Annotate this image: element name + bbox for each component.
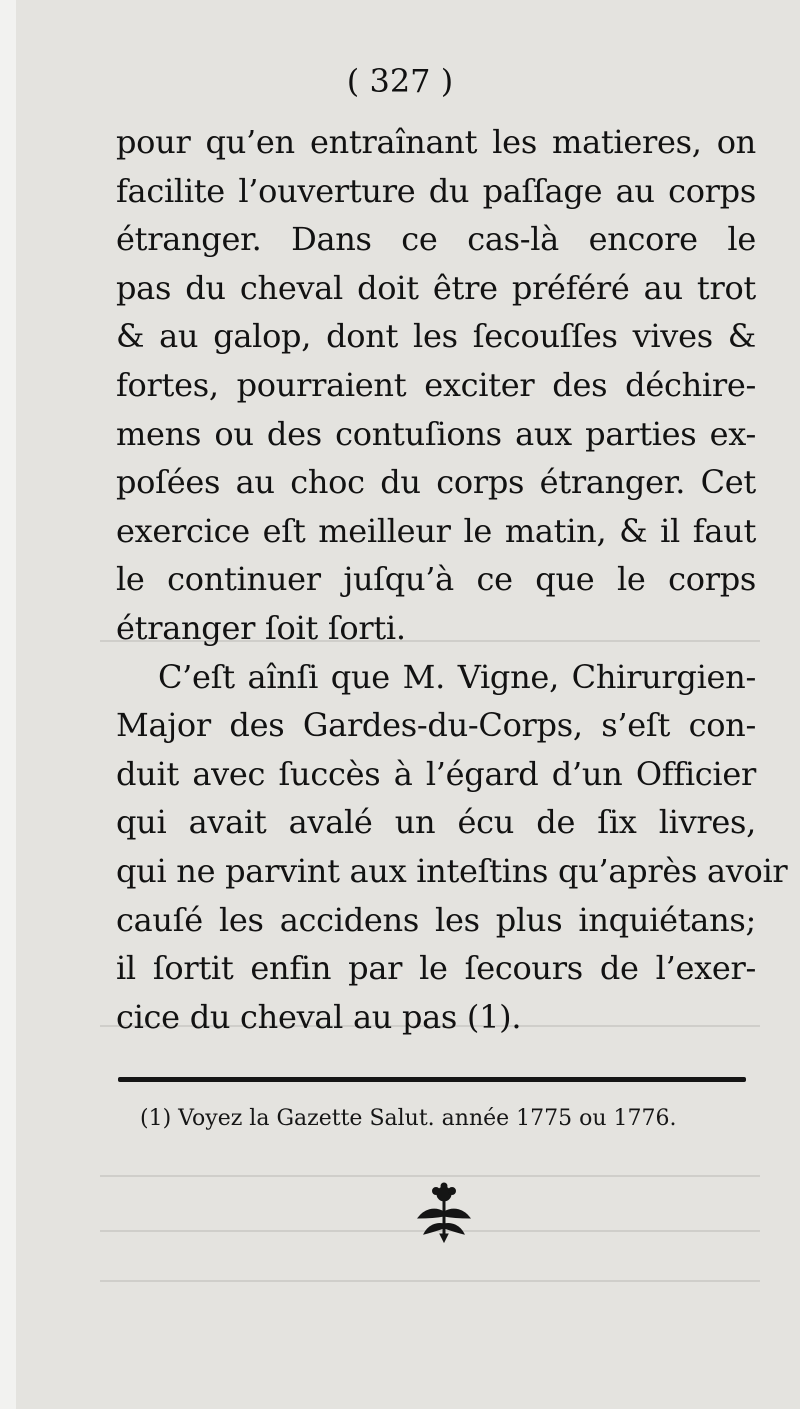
- text-line: & au galop, dont les ſecouſſes vives &: [116, 317, 756, 356]
- footnote: (1) Voyez la Gazette Salut. année 1775 ou 1776.: [140, 1106, 677, 1131]
- text-line: facilite l’ouverture du paſſage au corps: [116, 171, 756, 210]
- body-text: [116, 118, 788, 1041]
- text-line: mens ou des contuſions aux parties ex-: [116, 414, 756, 453]
- fleuron-ornament-icon: [412, 1182, 476, 1244]
- page-edge: [0, 0, 16, 1409]
- text-line: étranger. Dans ce cas-là encore le: [116, 220, 756, 259]
- text-line: étranger ſoit ſorti.: [116, 608, 406, 647]
- text-line: le continuer juſqu’à ce que le corps: [116, 560, 756, 599]
- text-line: Major des Gardes-du-Corps, s’eſt con-: [116, 706, 756, 745]
- text-line: il ſortit enfin par le ſecours de l’exer-: [116, 949, 756, 988]
- page-number: ( 327 ): [346, 62, 454, 100]
- show-through-line: [100, 1280, 760, 1296]
- text-line: qui ne parvint aux inteſtins qu’après avoir: [116, 851, 788, 890]
- text-line: pour qu’en entraînant les matieres, on: [116, 123, 756, 161]
- text-line: duit avec ſuccès à l’égard d’un Officier: [116, 754, 756, 793]
- text-line: poſées au choc du corps étranger. Cet: [116, 463, 756, 502]
- text-line: qui avait avalé un écu de ſix livres,: [116, 803, 756, 842]
- text-line: cauſé les accidens les plus inquiétans;: [116, 900, 756, 939]
- text-line: cice du cheval au pas (1).: [116, 997, 522, 1036]
- text-line: exercice eſt meilleur le matin, & il faut: [116, 511, 756, 550]
- text-line: pas du cheval doit être préféré au trot: [116, 268, 756, 307]
- text-line: C’eſt aînſi que M. Vigne, Chirurgien-: [158, 657, 756, 696]
- footnote-rule: [118, 1077, 746, 1082]
- text-line: fortes, pourraient exciter des déchire-: [116, 365, 756, 404]
